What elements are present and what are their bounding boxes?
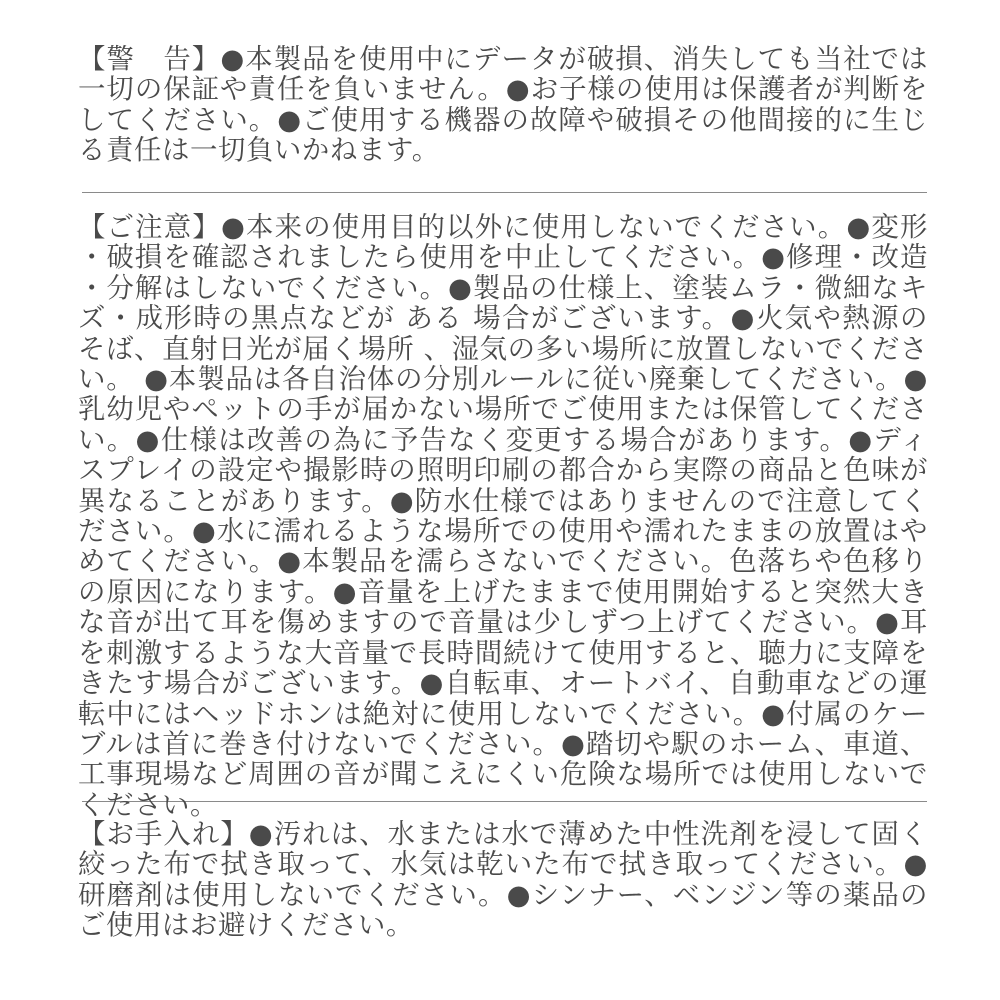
caution-section [78, 212, 928, 821]
section-divider [82, 192, 927, 193]
care-section [78, 820, 928, 942]
care-body: ●汚れは、水または水で薄めた中性洗剤を浸して固く絞った布で拭き取って、水気は乾いた布で拭き取ってください。●研磨剤は使用しないでください。●シンナー、ベンジン等の薬品のご使用はお避けください。 [78, 819, 928, 942]
care-heading: 【お手入れ】 [78, 819, 249, 850]
caution-body: ●本来の使用目的以外に使用しないでください。●変形・破損を確認されましたら使用を中止してください。●修理・改造・分解はしないでください。●製品の仕様上、塗装ムラ・微細なキズ・成形時の黒点などが ある 場合がございます。●火気や熱源のそば、直射日光が届く場所 、湿気の多い場所に放置しないでください。 ●本製品は各自治体の分別ルールに従い廃棄してください。●乳幼児やペットの手が届かない場所でご使用または保管してください。●仕様は改善の為に予告なく変更する場合があります。●ディスプレイの設定や撮影時の照明印刷の都合から実際の商品と色味が異なることがあります。●防水仕様ではありませんので注意してください。●水に濡れるような場所での使用や濡れたままの放置はやめてください。●本製品を濡らさないでください。色落ちや色移りの原因になります。●音量を上げたままで使用開始すると突然大きな音が出て耳を傷めますので音量は少しずつ上げてください。●耳を刺激するような大音量で長時間続けて使用すると、聴力に支障をきたす場合がございます。●自転車、オートバイ、自動車などの運転中にはヘッドホンは絶対に使用しないでください。●付属のケーブルは首に巻き付けないでください。●踏切や駅のホーム、車道、工事現場など周囲の音が聞こえにくい危険な場所では使用しないでください。 [78, 212, 928, 821]
warning-section [78, 45, 928, 167]
warning-body: ●本製品を使用中にデータが破損、消失しても当社では一切の保証や責任を負いません。●お子様の使用は保護者が判断をしてください。●ご使用する機器の故障や破損その他間接的に生じる責任は一切負いかねます。 [78, 44, 928, 167]
warning-heading: 【警 告】 [78, 44, 221, 75]
notice-document [78, 45, 928, 942]
caution-heading: 【ご注意】 [78, 212, 221, 243]
